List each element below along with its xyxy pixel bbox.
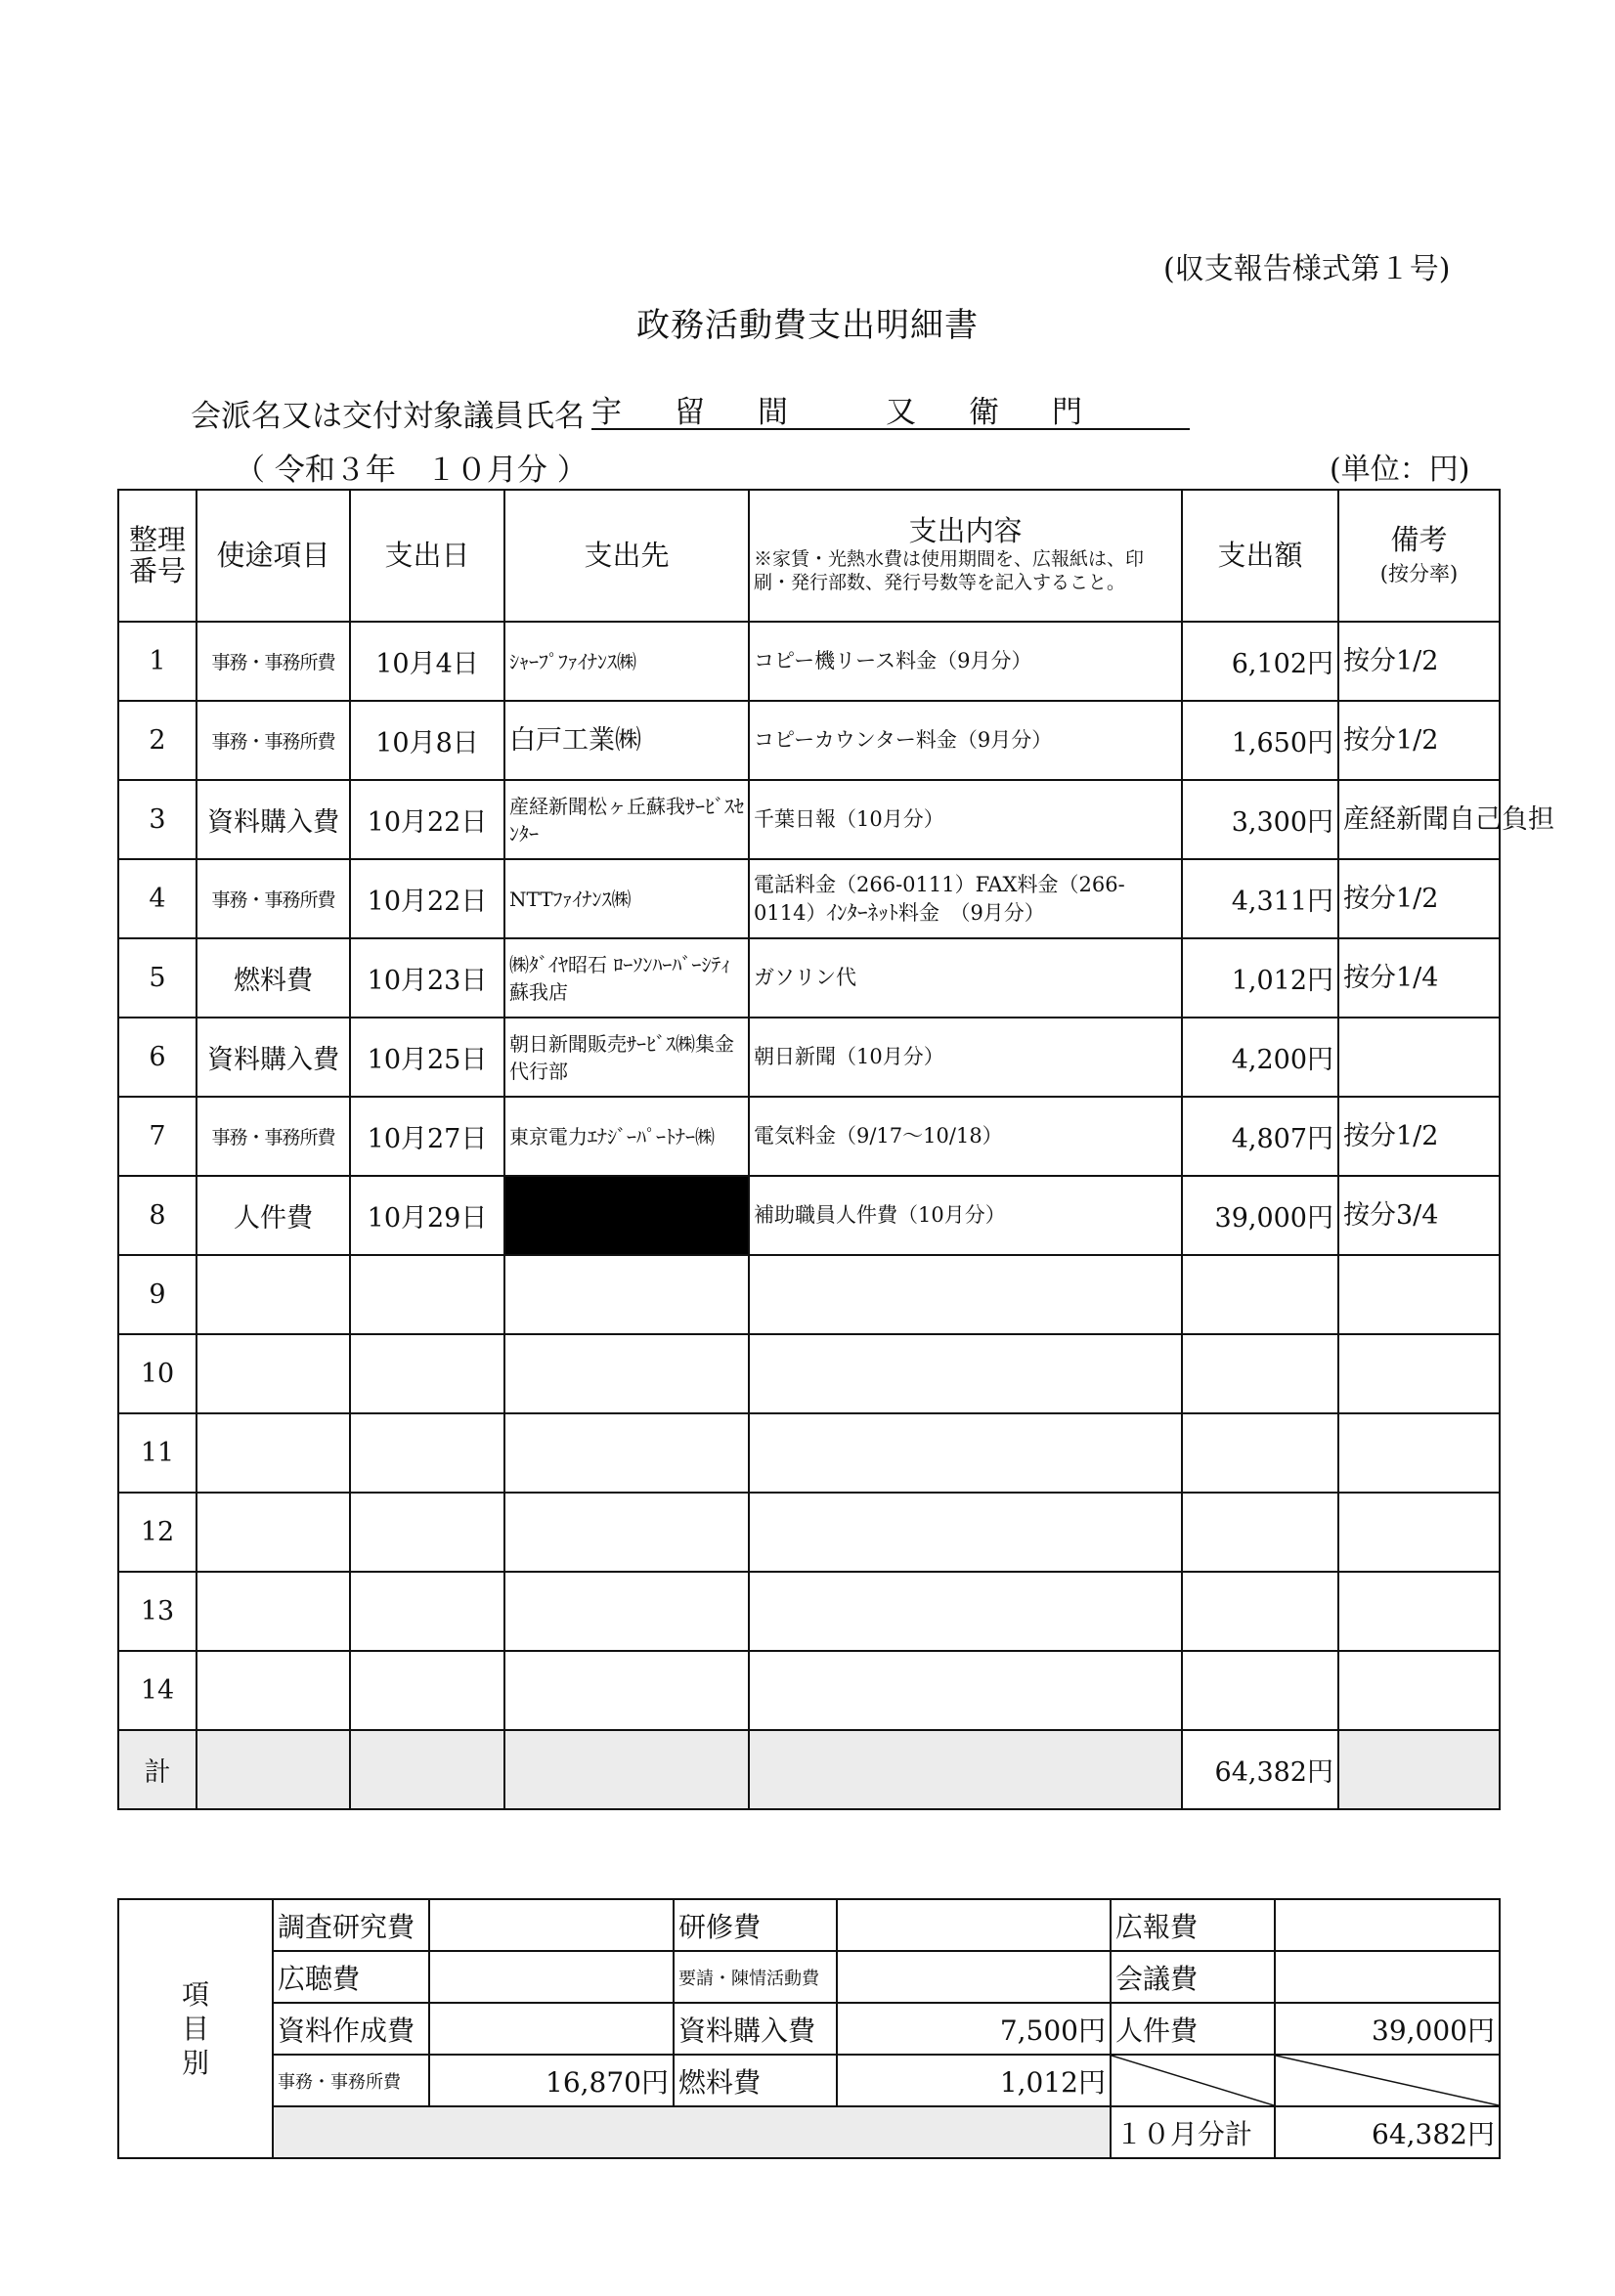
row-amount xyxy=(1182,1255,1338,1334)
row-no: 6 xyxy=(118,1018,196,1097)
row-description xyxy=(749,1413,1182,1493)
period: （ 令和３年 １０月分 ） xyxy=(235,453,588,488)
row-no: 3 xyxy=(118,780,196,859)
row-payee xyxy=(504,1334,749,1413)
content-note: ※家賃・光熱水費は使用期間を、広報紙は、印刷・発行部数、発行号数等を記入すること。 xyxy=(754,547,1145,594)
summary-label-cell: 調査研究費 xyxy=(273,1899,429,1951)
row-remarks xyxy=(1338,1334,1500,1413)
header-amount: 支出額 xyxy=(1182,490,1338,622)
row-remarks xyxy=(1338,1651,1500,1730)
total-row xyxy=(118,1730,1500,1809)
document-title: 政務活動費支出明細書 xyxy=(636,306,979,345)
row-amount: 39,000円 xyxy=(1182,1176,1338,1255)
summary-value: 1,012円 xyxy=(837,2055,1111,2106)
row-date: 10月27日 xyxy=(350,1097,504,1176)
row-amount: 6,102円 xyxy=(1182,622,1338,701)
row-remarks xyxy=(1338,1493,1500,1572)
table-row xyxy=(118,938,1500,1018)
row-date xyxy=(350,1413,504,1493)
table-row xyxy=(118,1413,1500,1493)
row-date: 10月22日 xyxy=(350,859,504,938)
row-description xyxy=(749,1572,1182,1651)
row-description xyxy=(749,1334,1182,1413)
row-remarks: 按分1/2 xyxy=(1338,701,1500,780)
summary-blank xyxy=(273,2106,1111,2158)
member-name-char: 間 xyxy=(758,395,796,430)
summary-value xyxy=(837,1899,1111,1951)
row-no: 13 xyxy=(118,1572,196,1651)
row-payee: 朝日新聞販売ｻｰﾋﾞｽ㈱集金代行部 xyxy=(504,1018,749,1097)
member-name xyxy=(591,387,1190,430)
row-date: 10月29日 xyxy=(350,1176,504,1255)
table-row xyxy=(118,1097,1500,1176)
row-category: 事務・事務所費 xyxy=(196,622,350,701)
row-date xyxy=(350,1493,504,1572)
table-row xyxy=(118,1334,1500,1413)
summary-label-cell: 研修費 xyxy=(674,1899,837,1951)
row-no: 1 xyxy=(118,622,196,701)
table-row xyxy=(118,1255,1500,1334)
row-remarks: 按分1/2 xyxy=(1338,859,1500,938)
row-category xyxy=(196,1651,350,1730)
row-amount: 1,012円 xyxy=(1182,938,1338,1018)
summary-label-cell: 会議費 xyxy=(1111,1951,1275,2003)
row-no: 5 xyxy=(118,938,196,1018)
row-category xyxy=(196,1413,350,1493)
diagonal-cell xyxy=(1275,2055,1500,2106)
row-amount xyxy=(1182,1572,1338,1651)
row-payee: 東京電力ｴﾅｼﾞｰﾊﾟｰﾄﾅｰ㈱ xyxy=(504,1097,749,1176)
summary-label-cell: 資料購入費 xyxy=(674,2003,837,2055)
unit-label: (単位：円) xyxy=(1330,453,1470,487)
row-no: 10 xyxy=(118,1334,196,1413)
row-description xyxy=(749,1651,1182,1730)
row-category xyxy=(196,1572,350,1651)
row-payee xyxy=(504,1255,749,1334)
table-row xyxy=(118,701,1500,780)
row-no: 8 xyxy=(118,1176,196,1255)
row-description: ガソリン代 xyxy=(749,938,1182,1018)
row-category xyxy=(196,1493,350,1572)
row-payee xyxy=(504,1651,749,1730)
row-date: 10月4日 xyxy=(350,622,504,701)
table-row xyxy=(118,1572,1500,1651)
member-label: 会派名又は交付対象議員氏名 xyxy=(191,399,585,434)
expense-table xyxy=(117,489,1554,1810)
row-description xyxy=(749,1255,1182,1334)
summary-label-cell: 資料作成費 xyxy=(273,2003,429,2055)
table-row xyxy=(118,1176,1500,1255)
form-number: (収支報告様式第１号) xyxy=(1163,252,1451,286)
row-remarks xyxy=(1338,1413,1500,1493)
diagonal-cell xyxy=(1111,2055,1275,2106)
row-no: 9 xyxy=(118,1255,196,1334)
header-no: 整理 番号 xyxy=(118,490,196,622)
row-description: 電気料金（9/17～10/18） xyxy=(749,1097,1182,1176)
total-amount: 64,382円 xyxy=(1182,1730,1338,1809)
table-row xyxy=(118,622,1500,701)
header-payee: 支出先 xyxy=(504,490,749,622)
header-date: 支出日 xyxy=(350,490,504,622)
row-payee: 産経新聞松ヶ丘蘇我ｻｰﾋﾞｽｾﾝﾀｰ xyxy=(504,780,749,859)
summary-value xyxy=(1275,1951,1500,2003)
month-total-label: １０月分計 xyxy=(1111,2106,1275,2158)
row-date: 10月8日 xyxy=(350,701,504,780)
row-remarks: 産経新聞自己負担 xyxy=(1338,780,1500,859)
summary-label-cell: 人件費 xyxy=(1111,2003,1275,2055)
row-category xyxy=(196,1255,350,1334)
row-amount: 4,200円 xyxy=(1182,1018,1338,1097)
table-row xyxy=(118,1493,1500,1572)
row-date xyxy=(350,1651,504,1730)
row-date xyxy=(350,1255,504,1334)
row-payee: ｼｬｰﾌﾟﾌｧｲﾅﾝｽ㈱ xyxy=(504,622,749,701)
row-category: 資料購入費 xyxy=(196,1018,350,1097)
row-amount: 4,311円 xyxy=(1182,859,1338,938)
row-category: 事務・事務所費 xyxy=(196,859,350,938)
row-remarks: 按分1/2 xyxy=(1338,1097,1500,1176)
row-amount xyxy=(1182,1651,1338,1730)
summary-value xyxy=(1275,1899,1500,1951)
summary-label-cell: 事務・事務所費 xyxy=(273,2055,429,2106)
row-date xyxy=(350,1334,504,1413)
row-description: 補助職員人件費（10月分） xyxy=(749,1176,1182,1255)
row-payee: 白戸工業㈱ xyxy=(504,701,749,780)
category-summary-table xyxy=(117,1898,1501,2159)
row-description: コピーカウンター料金（9月分） xyxy=(749,701,1182,780)
member-name-char: 又 xyxy=(886,395,924,430)
row-amount xyxy=(1182,1493,1338,1572)
row-no: 4 xyxy=(118,859,196,938)
row-payee: NTTﾌｧｲﾅﾝｽ㈱ xyxy=(504,859,749,938)
table-row xyxy=(118,1651,1500,1730)
summary-label-cell: 広聴費 xyxy=(273,1951,429,2003)
header-content: 支出内容 ※家賃・光熱水費は使用期間を、広報紙は、印刷・発行部数、発行号数等を記入すること。 xyxy=(749,490,1182,622)
row-amount: 4,807円 xyxy=(1182,1097,1338,1176)
row-no: 12 xyxy=(118,1493,196,1572)
table-row xyxy=(118,780,1500,859)
row-no: 11 xyxy=(118,1413,196,1493)
row-remarks xyxy=(1338,1018,1500,1097)
member-name-char: 留 xyxy=(675,395,713,430)
row-date: 10月22日 xyxy=(350,780,504,859)
row-no: 14 xyxy=(118,1651,196,1730)
row-category: 資料購入費 xyxy=(196,780,350,859)
summary-value: 7,500円 xyxy=(837,2003,1111,2055)
header-remarks: 備考 (按分率) xyxy=(1338,490,1500,622)
row-description: 朝日新聞（10月分） xyxy=(749,1018,1182,1097)
row-no: 2 xyxy=(118,701,196,780)
summary-value: 16,870円 xyxy=(429,2055,674,2106)
row-remarks: 按分1/4 xyxy=(1338,938,1500,1018)
row-remarks xyxy=(1338,1255,1500,1334)
row-date: 10月23日 xyxy=(350,938,504,1018)
row-amount: 1,650円 xyxy=(1182,701,1338,780)
summary-value xyxy=(429,1899,674,1951)
summary-value: 39,000円 xyxy=(1275,2003,1500,2055)
row-category: 燃料費 xyxy=(196,938,350,1018)
summary-value xyxy=(837,1951,1111,2003)
member-name-char: 宇 xyxy=(591,395,630,430)
row-remarks: 按分3/4 xyxy=(1338,1176,1500,1255)
summary-label: 項 目 別 xyxy=(118,1899,273,2158)
row-description: 電話料金（266-0111）FAX料金（266-0114）ｲﾝﾀｰﾈｯﾄ料金 （9月分） xyxy=(749,859,1182,938)
row-category: 事務・事務所費 xyxy=(196,701,350,780)
row-category xyxy=(196,1334,350,1413)
summary-value xyxy=(429,1951,674,2003)
table-row xyxy=(118,859,1500,938)
row-date xyxy=(350,1572,504,1651)
member-name-char: 門 xyxy=(1052,395,1090,430)
row-amount: 3,300円 xyxy=(1182,780,1338,859)
month-total: 64,382円 xyxy=(1275,2106,1500,2158)
row-description: コピー機リース料金（9月分） xyxy=(749,622,1182,701)
summary-label-cell: 広報費 xyxy=(1111,1899,1275,1951)
summary-label-cell: 要請・陳情活動費 xyxy=(674,1951,837,2003)
row-category: 人件費 xyxy=(196,1176,350,1255)
header-category: 使途項目 xyxy=(196,490,350,622)
row-payee xyxy=(504,1493,749,1572)
row-amount xyxy=(1182,1413,1338,1493)
row-category: 事務・事務所費 xyxy=(196,1097,350,1176)
table-header xyxy=(118,490,1500,622)
row-no: 7 xyxy=(118,1097,196,1176)
table-row xyxy=(118,1018,1500,1097)
summary-label-cell: 燃料費 xyxy=(674,2055,837,2106)
row-amount xyxy=(1182,1334,1338,1413)
row-remarks: 按分1/2 xyxy=(1338,622,1500,701)
row-date: 10月25日 xyxy=(350,1018,504,1097)
total-label: 計 xyxy=(118,1730,196,1809)
row-payee xyxy=(504,1572,749,1651)
summary-value xyxy=(429,2003,674,2055)
row-description: 千葉日報（10月分） xyxy=(749,780,1182,859)
row-description xyxy=(749,1493,1182,1572)
row-payee: ㈱ﾀﾞｲﾔ昭石 ﾛｰｿﾝﾊｰﾊﾞｰｼﾃｨ蘇我店 xyxy=(504,938,749,1018)
row-remarks xyxy=(1338,1572,1500,1651)
redacted-payee xyxy=(504,1176,749,1255)
row-payee xyxy=(504,1413,749,1493)
member-name-char: 衛 xyxy=(969,395,1007,430)
